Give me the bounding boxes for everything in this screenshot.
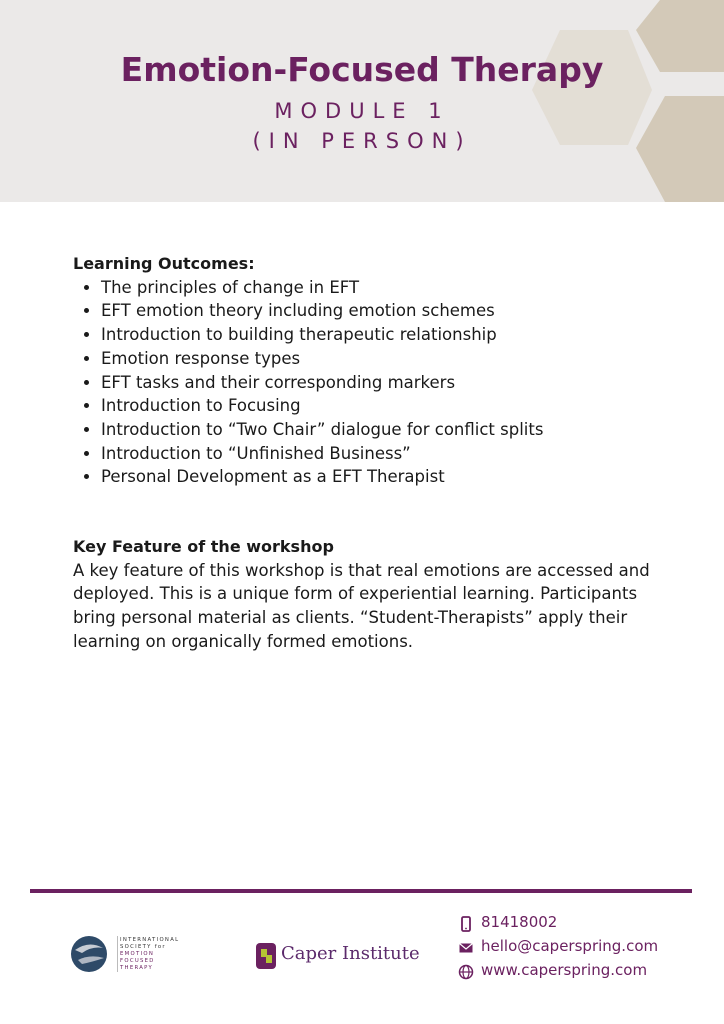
caper-logo-icon	[254, 941, 278, 971]
phone-icon	[458, 916, 474, 932]
list-item: • Emotion response types	[101, 347, 663, 371]
module-label: MODULE 1	[274, 99, 450, 123]
email-address: hello@caperspring.com	[481, 937, 659, 955]
page-title: Emotion-Focused Therapy	[120, 50, 604, 89]
list-item: • Introduction to “Unfinished Business”	[101, 442, 663, 466]
list-item: • The principles of change in EFT	[101, 276, 663, 300]
list-item: • Introduction to Focusing	[101, 394, 663, 418]
list-item: • Personal Development as a EFT Therapist	[101, 465, 663, 489]
learning-outcomes-section	[73, 252, 663, 489]
isept-logo-icon	[70, 934, 114, 976]
isept-divider	[117, 936, 118, 972]
key-feature-section	[73, 535, 663, 654]
isept-wordmark: INTERNATIONAL SOCIETY for EMOTION FOCUSED THERAPY	[120, 937, 180, 971]
footer-divider	[30, 889, 692, 893]
list-item: • Introduction to “Two Chair” dialogue for conflict splits	[101, 418, 663, 442]
header-banner	[0, 0, 724, 202]
list-item: • EFT tasks and their corresponding markers	[101, 371, 663, 395]
list-item: • EFT emotion theory including emotion schemes	[101, 299, 663, 323]
website-url: www.caperspring.com	[481, 961, 648, 979]
email-icon	[458, 940, 474, 956]
learning-outcomes-heading: Learning Outcomes:	[73, 254, 255, 273]
format-label: (IN PERSON)	[252, 129, 472, 153]
globe-icon	[458, 964, 474, 980]
caper-institute-name: Caper Institute	[281, 943, 420, 964]
learning-outcomes-list	[73, 276, 663, 489]
list-item: • Introduction to building therapeutic relationship	[101, 323, 663, 347]
phone-number: 81418002	[481, 913, 558, 931]
key-feature-heading: Key Feature of the workshop	[73, 537, 334, 556]
key-feature-body: A key feature of this workshop is that real emotions are accessed and deployed. This is a unique form of experiential learning. Participants bring personal material as clients. “Student-Therapists” apply their learning on organically formed emotions.	[73, 560, 650, 651]
